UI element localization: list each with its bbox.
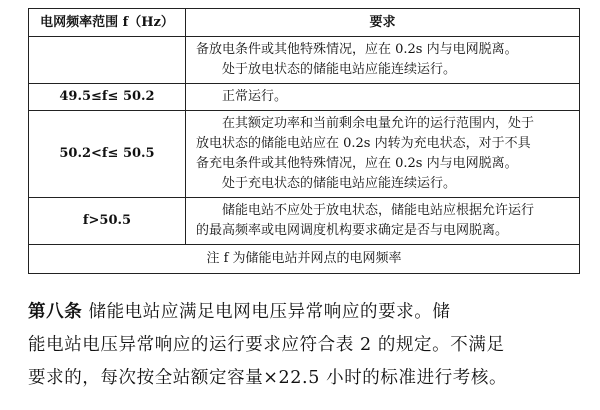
requirement-line: 处于放电状态的储能电站应能连续运行。 <box>222 62 457 77</box>
row-requirement-cell <box>186 111 580 198</box>
requirement-line: 正常运行。 <box>222 89 288 104</box>
row-requirement-cell <box>186 84 580 111</box>
requirement-line: 处于充电状态的储能电站应能连续运行。 <box>222 176 457 191</box>
requirement-line: 储能电站不应处于放电状态，储能电站应根据允许运行 <box>222 203 535 218</box>
header-frequency-range: 电网频率范围 f（Hz） <box>29 9 186 37</box>
requirement-line: 的最高频率或电网调度机构要求确定是否与电网脱离。 <box>196 223 509 238</box>
table-note-row <box>29 245 580 274</box>
table-header-row <box>29 9 580 37</box>
requirement-line: 放电状态的储能电站应在 0.2s 内转为充电状态，对于不具 <box>196 136 531 151</box>
frequency-requirements-table <box>28 8 580 274</box>
row-range-cell: 49.5≤f≤ 50.2 <box>29 84 186 111</box>
row-range-cell: 50.2<f≤ 50.5 <box>29 111 186 198</box>
requirement-line: 在其额定功率和当前剩余电量允许的运行范围内，处于 <box>222 116 535 131</box>
paragraph-line: 要求的，每次按全站额定容量×22.5 小时的标准进行考核。 <box>28 368 508 388</box>
row-range-cell: f>50.5 <box>29 198 186 245</box>
row-requirement-cell <box>186 37 580 84</box>
header-requirement: 要求 <box>186 9 580 37</box>
table-row <box>29 37 580 84</box>
article-paragraph <box>28 296 588 395</box>
table-note: 注 f 为储能电站并网点的电网频率 <box>29 245 580 274</box>
paragraph-line: 储能电站应满足电网电压异常响应的要求。储 <box>88 302 451 322</box>
paragraph-line: 能电站电压异常响应的运行要求应符合表 2 的规定。不满足 <box>28 335 505 355</box>
table-row <box>29 198 580 245</box>
row-requirement-cell <box>186 198 580 245</box>
table-row <box>29 111 580 198</box>
table-row <box>29 84 580 111</box>
article-heading: 第八条 <box>28 302 83 322</box>
row-range-cell <box>29 37 186 84</box>
requirement-line: 备充电条件或其他特殊情况，应在 0.2s 内与电网脱离。 <box>196 156 518 171</box>
requirement-line: 备放电条件或其他特殊情况，应在 0.2s 内与电网脱离。 <box>196 42 518 57</box>
paragraph-first-line <box>28 296 588 329</box>
